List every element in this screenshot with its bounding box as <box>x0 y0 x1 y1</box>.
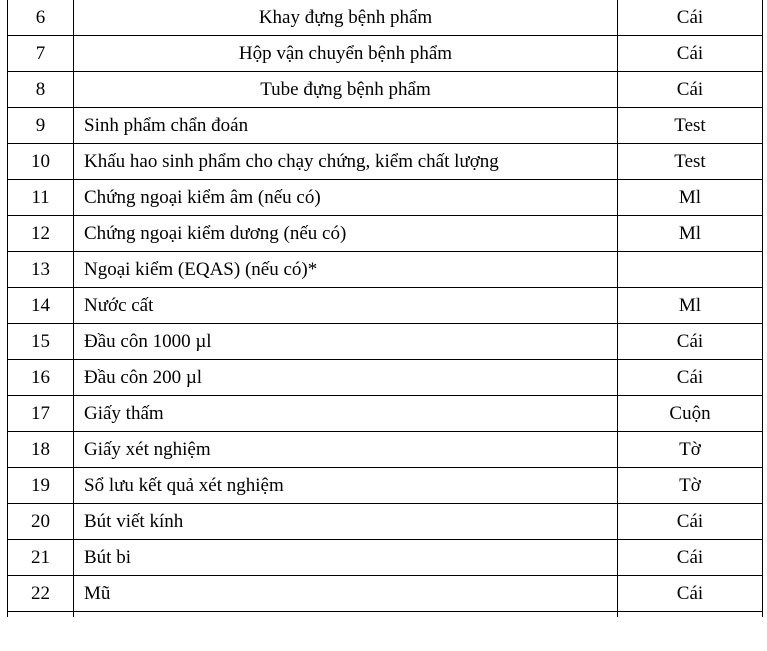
table-row <box>8 540 763 576</box>
table-body <box>8 0 763 617</box>
table-row <box>8 504 763 540</box>
row-item: Bút viết kính <box>74 504 618 540</box>
row-item: Giấy thấm <box>74 396 618 432</box>
row-number: 13 <box>8 252 74 288</box>
table-row <box>8 72 763 108</box>
row-unit: Cái <box>618 0 763 36</box>
row-item: Nước cất <box>74 288 618 324</box>
row-item: Đầu côn 1000 µl <box>74 324 618 360</box>
row-item: Sinh phẩm chẩn đoán <box>74 108 618 144</box>
row-unit: Cái <box>618 72 763 108</box>
row-number: 19 <box>8 468 74 504</box>
row-number: 20 <box>8 504 74 540</box>
row-number: 16 <box>8 360 74 396</box>
table-row <box>8 396 763 432</box>
row-number: 10 <box>8 144 74 180</box>
row-unit: Cái <box>618 540 763 576</box>
table-row <box>8 432 763 468</box>
row-item: Đầu côn 200 µl <box>74 360 618 396</box>
table-row <box>8 144 763 180</box>
row-number: 11 <box>8 180 74 216</box>
row-item: Ngoại kiểm (EQAS) (nếu có)* <box>74 252 618 288</box>
table-row <box>8 0 763 36</box>
table-row <box>8 108 763 144</box>
row-item: Tube đựng bệnh phẩm <box>74 72 618 108</box>
row-item: Chứng ngoại kiểm dương (nếu có) <box>74 216 618 252</box>
row-number: 8 <box>8 72 74 108</box>
table-row <box>8 360 763 396</box>
row-item: Khấu hao sinh phẩm cho chạy chứng, kiểm chất lượng <box>74 144 618 180</box>
row-item: Sổ lưu kết quả xét nghiệm <box>74 468 618 504</box>
row-item: Giấy xét nghiệm <box>74 432 618 468</box>
table-row <box>8 288 763 324</box>
row-item: Mũ <box>74 576 618 612</box>
row-unit: Ml <box>618 216 763 252</box>
row-number: 9 <box>8 108 74 144</box>
row-unit: Cái <box>618 324 763 360</box>
row-number: 6 <box>8 0 74 36</box>
row-item: Chứng ngoại kiểm âm (nếu có) <box>74 180 618 216</box>
row-unit: Tờ <box>618 432 763 468</box>
row-item: Khay đựng bệnh phẩm <box>74 0 618 36</box>
row-number: 15 <box>8 324 74 360</box>
row-unit: Cái <box>618 360 763 396</box>
row-item: Hộp vận chuyển bệnh phẩm <box>74 36 618 72</box>
row-unit: Test <box>618 108 763 144</box>
row-number: 7 <box>8 36 74 72</box>
row-unit: Ml <box>618 180 763 216</box>
table-row <box>8 36 763 72</box>
row-unit <box>618 252 763 288</box>
row-unit: Tờ <box>618 468 763 504</box>
table-row <box>8 216 763 252</box>
row-unit-empty <box>618 612 763 618</box>
row-number: 22 <box>8 576 74 612</box>
row-unit: Cái <box>618 576 763 612</box>
table-row <box>8 468 763 504</box>
table-row <box>8 252 763 288</box>
row-unit: Ml <box>618 288 763 324</box>
row-item: Bút bi <box>74 540 618 576</box>
row-number: 21 <box>8 540 74 576</box>
row-number: 17 <box>8 396 74 432</box>
row-unit: Cuộn <box>618 396 763 432</box>
row-number-empty <box>8 612 74 618</box>
row-item-empty <box>74 612 618 618</box>
table-row <box>8 324 763 360</box>
supplies-table <box>7 0 763 617</box>
row-number: 12 <box>8 216 74 252</box>
row-number: 14 <box>8 288 74 324</box>
row-number: 18 <box>8 432 74 468</box>
table-row-cut-off <box>8 612 763 618</box>
row-unit: Cái <box>618 504 763 540</box>
table-row <box>8 180 763 216</box>
row-unit: Test <box>618 144 763 180</box>
table-row <box>8 576 763 612</box>
row-unit: Cái <box>618 36 763 72</box>
